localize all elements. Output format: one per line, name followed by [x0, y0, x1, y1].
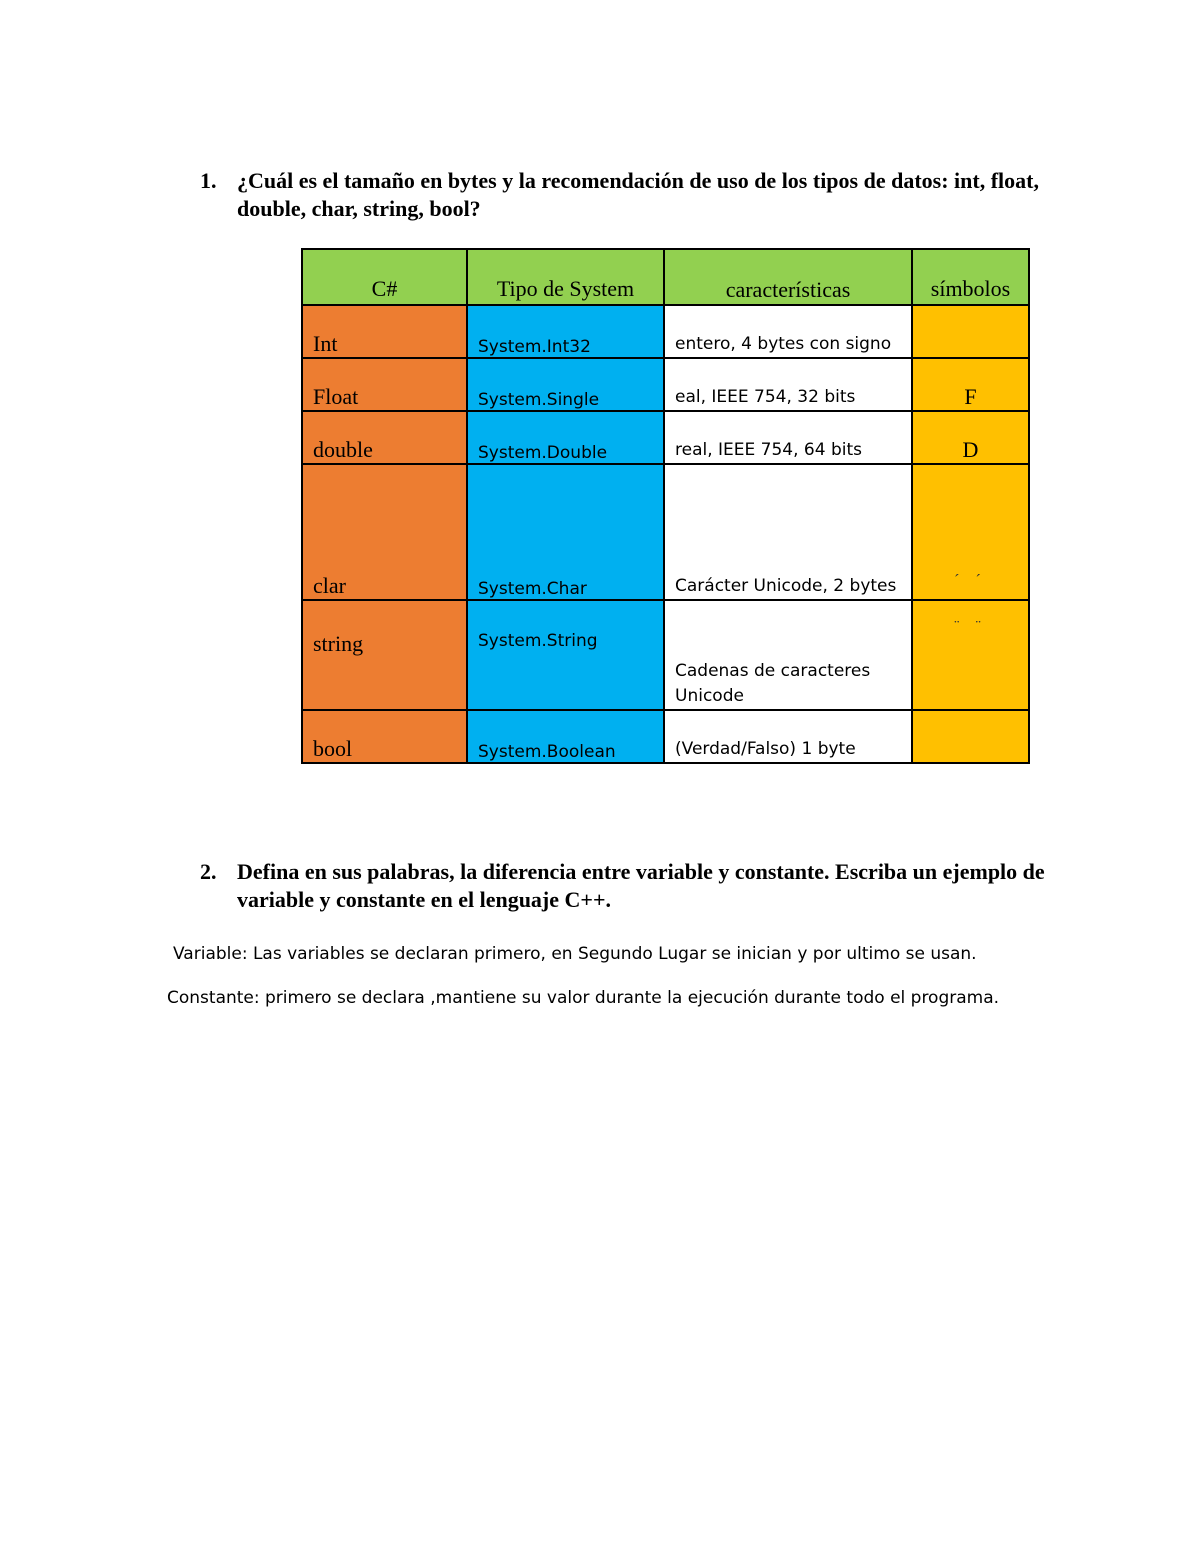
table-header-row: [302, 249, 1029, 305]
cell-simbolo: D: [912, 411, 1029, 464]
cell-caracteristicas: real, IEEE 754, 64 bits: [664, 411, 912, 464]
question-text: ¿Cuál es el tamaño en bytes y la recomendación de uso de los tipos de datos: int, float, double, char, string, bool?: [237, 168, 1039, 221]
table-row: [302, 464, 1029, 600]
question-number: 2.: [200, 859, 217, 884]
header-caracteristicas: características: [664, 249, 912, 305]
answer-variable: Variable: Las variables se declaran primero, en Segundo Lugar se inician y por ultimo se usan.: [173, 944, 977, 964]
table-row: [302, 411, 1029, 464]
answer-constante: Constante: primero se declara ,mantiene su valor durante la ejecución durante todo el programa.: [167, 988, 1000, 1008]
cell-system: System.Int32: [467, 305, 664, 358]
cell-cs: double: [302, 411, 467, 464]
cell-system: System.String: [467, 600, 664, 710]
cell-simbolo: [912, 600, 1029, 710]
header-system-type: Tipo de System: [467, 249, 664, 305]
cell-caracteristicas: (Verdad/Falso) 1 byte: [664, 710, 912, 763]
symbol-double-quotes: ¨ ¨: [954, 618, 987, 635]
header-simbolos: símbolos: [912, 249, 1029, 305]
cell-cs: Int: [302, 305, 467, 358]
cell-simbolo: F: [912, 358, 1029, 411]
cell-simbolo: [912, 305, 1029, 358]
table-row: [302, 305, 1029, 358]
cell-system: System.Double: [467, 411, 664, 464]
question-text: Defina en sus palabras, la diferencia entre variable y constante. Escriba un ejemplo de variable y constante en el lenguaje C++.: [237, 859, 1045, 912]
cell-caracteristicas: Carácter Unicode, 2 bytes: [664, 464, 912, 600]
data-types-table: [301, 248, 1030, 764]
cell-system: System.Boolean: [467, 710, 664, 763]
cell-cs: Float: [302, 358, 467, 411]
cell-caracteristicas: Cadenas de caracteres Unicode: [664, 600, 912, 710]
cell-caracteristicas: entero, 4 bytes con signo: [664, 305, 912, 358]
table-row: [302, 710, 1029, 763]
cell-system: System.Single: [467, 358, 664, 411]
cell-simbolo: [912, 710, 1029, 763]
cell-caracteristicas: eal, IEEE 754, 32 bits: [664, 358, 912, 411]
cell-system: System.Char: [467, 464, 664, 600]
cell-cs: string: [302, 600, 467, 710]
symbol-quotes: ´ ´: [954, 572, 987, 589]
cell-cs: clar: [302, 464, 467, 600]
header-cs: C#: [302, 249, 467, 305]
question-number: 1.: [200, 168, 217, 193]
cell-simbolo: [912, 464, 1029, 600]
table-row: [302, 358, 1029, 411]
table-row: [302, 600, 1029, 710]
cell-cs: bool: [302, 710, 467, 763]
